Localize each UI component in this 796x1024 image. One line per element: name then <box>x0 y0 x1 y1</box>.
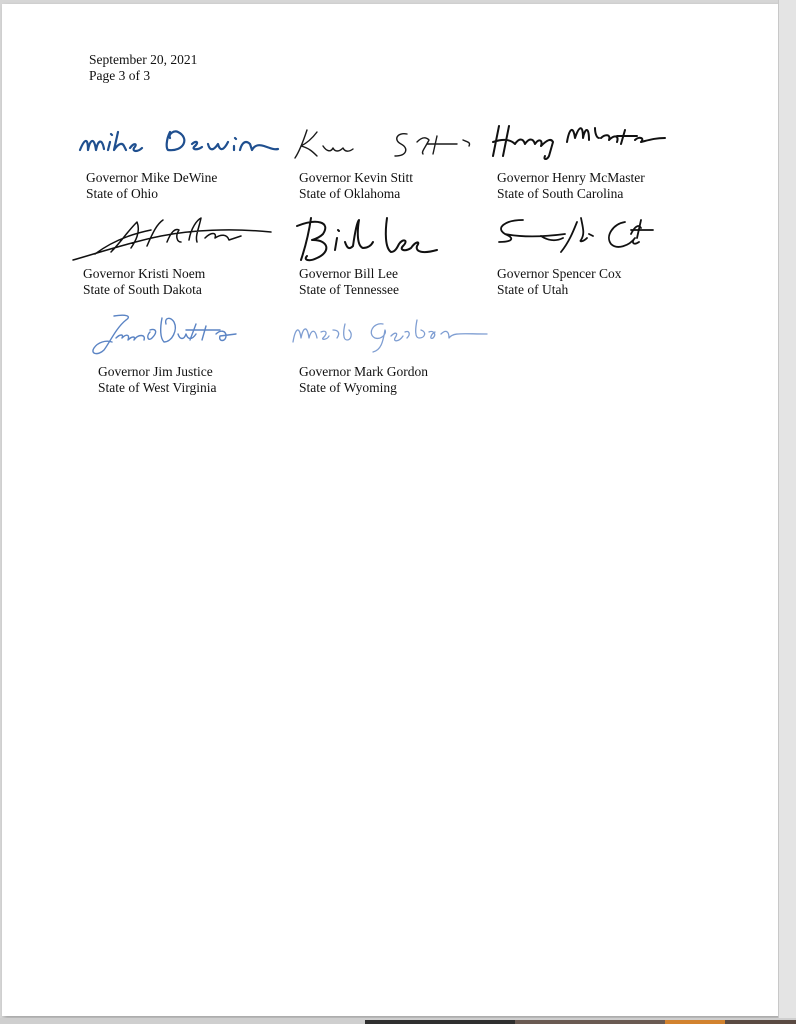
signatory-state: State of South Carolina <box>497 186 624 201</box>
signature-image-cox <box>485 212 665 266</box>
taskbar-segment <box>365 1020 515 1024</box>
signature-image-dewine <box>74 122 284 168</box>
signatory-name: Governor Mark Gordon <box>299 364 428 379</box>
signatory-name: Governor Jim Justice <box>98 364 213 379</box>
signatory-name: Governor Mike DeWine <box>86 170 218 185</box>
signatory-state: State of Utah <box>497 282 569 297</box>
page-number: Page 3 of 3 <box>89 68 151 83</box>
signature-image-lee <box>287 212 457 266</box>
signature-image-stitt <box>287 122 477 168</box>
signature-image-gordon <box>287 308 497 362</box>
signatory-state: State of Wyoming <box>299 380 397 395</box>
viewer-scroll-gutter[interactable] <box>778 0 796 1024</box>
signatory-state: State of Tennessee <box>299 282 400 297</box>
signatory-state: State of West Virginia <box>98 380 217 395</box>
letter-date: September 20, 2021 <box>89 52 198 67</box>
signatory-name: Governor Bill Lee <box>299 266 398 281</box>
taskbar-segment <box>725 1020 796 1024</box>
signature-image-mcmaster <box>485 116 675 168</box>
taskbar-segment <box>515 1020 665 1024</box>
signatory-name: Governor Henry McMaster <box>497 170 645 185</box>
viewer-bottom-bar <box>0 1018 796 1024</box>
letter-header <box>89 52 197 84</box>
signature-image-noem <box>71 212 281 266</box>
signatory-name: Governor Spencer Cox <box>497 266 622 281</box>
signatory-name: Governor Kristi Noem <box>83 266 206 281</box>
signatory-state: State of Oklahoma <box>299 186 401 201</box>
signature-image-justice <box>86 308 256 362</box>
signatory-name: Governor Kevin Stitt <box>299 170 413 185</box>
taskbar-segment <box>665 1020 725 1024</box>
signatory-state: State of Ohio <box>86 186 158 201</box>
document-page <box>2 4 779 1016</box>
signatory-state: State of South Dakota <box>83 282 202 297</box>
